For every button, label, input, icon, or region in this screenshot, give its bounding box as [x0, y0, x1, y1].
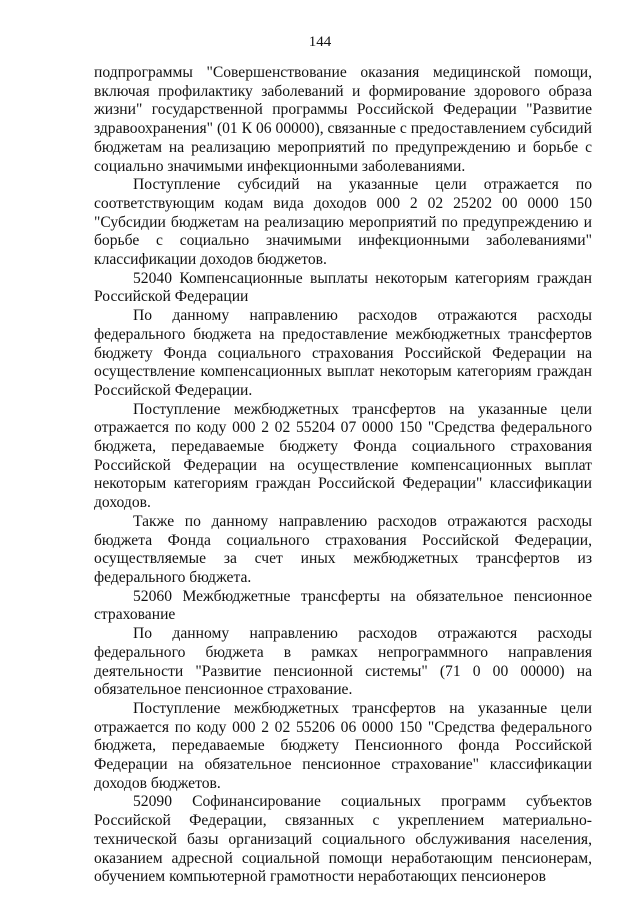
paragraph: Поступление межбюджетных трансфертов на указанные цели отражается по коду 000 2 02 55204 07 0000 150 "Средства федерального бюджета, передаваемые бюджету Фонда социального страхования Российской Федерации на осуществление компенсационных выплат некоторым категориям граждан Российской Федерации" классификации доходов.	[94, 400, 592, 512]
paragraph: Поступление межбюджетных трансфертов на указанные цели отражается по коду 000 2 02 55206 06 0000 150 "Средства федерального бюджета, передаваемые бюджету Пенсионного фонда Российской Федерации на обязательное пенсионное страхование" классификации доходов бюджетов.	[94, 699, 592, 792]
section-heading: 52060 Межбюджетные трансферты на обязательное пенсионное страхование	[94, 587, 592, 624]
paragraph: По данному направлению расходов отражаются расходы федерального бюджета в рамках непрограммного направления деятельности "Развитие пенсионной системы" (71 0 00 00000) на обязательное пенсионное страхование.	[94, 625, 592, 699]
document-body	[94, 64, 592, 887]
section-heading: 52090 Софинансирование социальных программ субъектов Российской Федерации, связанных с укреплением материально-технической базы организаций социального обслуживания населения, оказанием адресной социальной помощи неработающим пенсионерам, обучением компьютерной грамотности неработающих пенсионеров	[94, 793, 592, 886]
page-number: 144	[308, 34, 332, 50]
paragraph: Также по данному направлению расходов отражаются расходы бюджета Фонда социального страхования Российской Федерации, осуществляемые за счет иных межбюджетных трансфертов из федерального бюджета.	[94, 512, 592, 586]
section-heading: 52040 Компенсационные выплаты некоторым категориям граждан Российской Федерации	[94, 269, 592, 306]
paragraph: подпрограммы "Совершенствование оказания медицинской помощи, включая профилактику заболеваний и формирование здорового образа жизни" государственной программы Российской Федерации "Развитие здравоохранения" (01 К 06 00000), связанные с предоставлением субсидий бюджетам на реализацию мероприятий по предупреждению и борьбе с социально значимыми инфекционными заболеваниями.	[94, 64, 592, 175]
paragraph: По данному направлению расходов отражаются расходы федерального бюджета на предоставление межбюджетных трансфертов бюджету Фонда социального страхования Российской Федерации на осуществление компенсационных выплат некоторым категориям граждан Российской Федерации.	[94, 307, 592, 399]
paragraph: Поступление субсидий на указанные цели отражается по соответствующим кодам вида доходов 000 2 02 25202 00 0000 150 "Субсидии бюджетам на реализацию мероприятий по предупреждению и борьбе с социально значимыми инфекционными заболеваниями" классификации доходов бюджетов.	[94, 176, 592, 269]
